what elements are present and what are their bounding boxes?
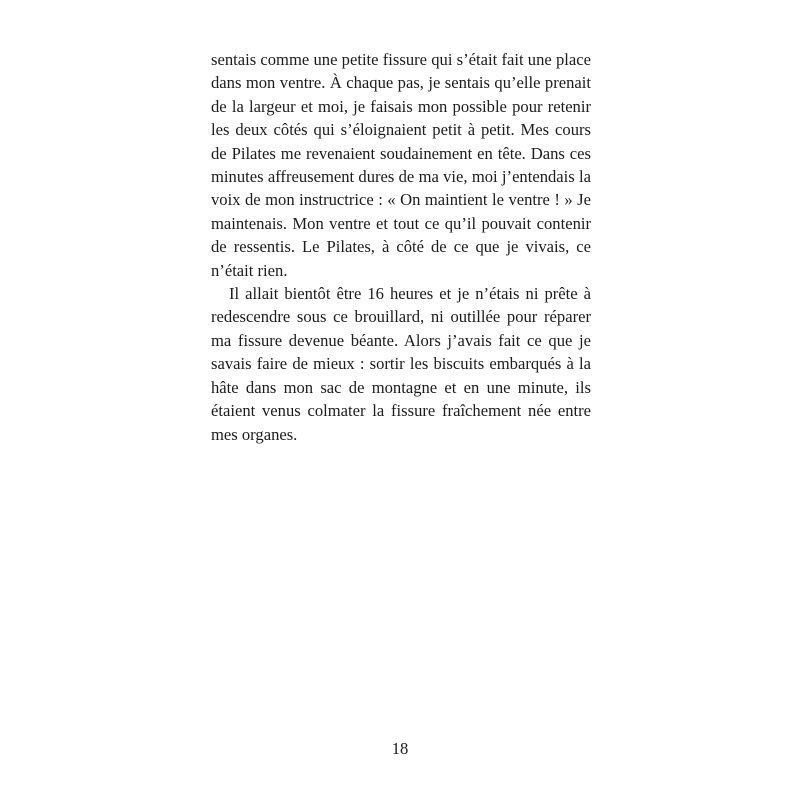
body-text [211,48,591,446]
page-number: 18 [391,739,409,758]
paragraph: Il allait bientôt être 16 heures et je n’étais ni prête à redescendre sous ce brouillard, ni outillée pour réparer ma fissure devenue béante. Alors j’avais fait ce que je savais faire de mieux : sortir les biscuits embarqués à la hâte dans mon sac de montagne et en une minute, ils étaient venus colmater la fissure fraîchement née entre mes organes. [211,284,591,444]
paragraph-continued: sentais comme une petite fissure qui s’était fait une place dans mon ventre. À chaque pas, je sentais qu’elle prenait de la largeur et moi, je faisais mon possible pour retenir les deux côtés qui s’éloignaient petit à petit. Mes cours de Pilates me revenaient soudainement en tête. Dans ces minutes affreusement dures de ma vie, moi j’entendais la voix de mon instructrice : « On maintient le ventre ! » Je maintenais. Mon ventre et tout ce qu’il pouvait contenir de ressentis. Le Pilates, à côté de ce que je vivais, ce n’était rien. [211,50,591,280]
